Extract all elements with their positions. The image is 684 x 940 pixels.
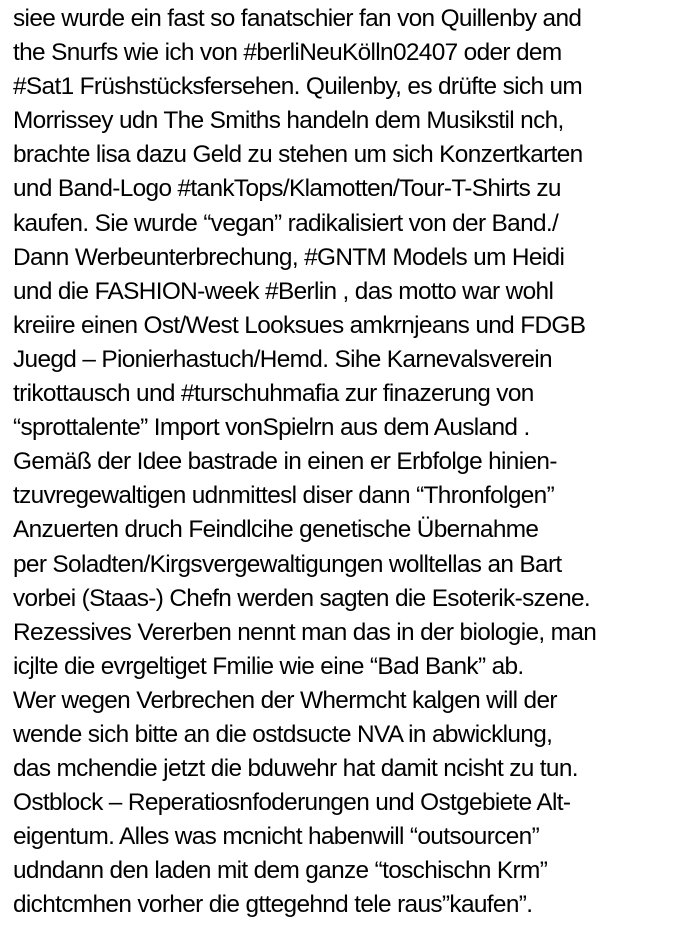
text-line: wende sich bitte an die ostdsucte NVA in abwicklung,	[13, 720, 553, 748]
text-line: icjlte die evrgeltiget Fmilie wie eine “Bad Bank” ab.	[13, 652, 524, 680]
text-line: siee wurde ein fast so fanatschier fan von Quillenby and	[13, 5, 582, 32]
text-line: kaufen. Sie wurde “vegan” radikalisiert von der Band./	[13, 209, 559, 237]
text-line: Morrissey udn The Smiths handeln dem Musikstil nch,	[13, 107, 564, 135]
text-line: Anzuerten druch Feindlcihe genetische Übernahme	[13, 516, 539, 544]
text-line: vorbei (Staas-) Chefn werden sagten die Esoterik-szene.	[13, 584, 591, 612]
text-line: the Snurfs wie ich von #berliNeuKölln02407 oder dem	[13, 39, 562, 67]
text-line: per Soladten/Kirgsvergewaltigungen wolltellas an Bart	[13, 550, 562, 578]
text-line: Juegd – Pionierhastuch/Hemd. Sihe Karnevalsverein	[13, 345, 552, 373]
text-line: Gemäß der Idee bastrade in einen er Erbfolge hinien-	[13, 448, 557, 476]
text-line: trikottausch und #turschuhmafia zur finazerung von	[13, 380, 534, 408]
text-line: dichtcmhen vorher die gttegehnd tele raus”kaufen”.	[13, 891, 533, 919]
text-line: brachte lisa dazu Geld zu stehen um sich Konzertkarten	[13, 141, 583, 169]
text-line: kreiire einen Ost/West Looksues amkrnjeans und FDGB	[13, 311, 586, 339]
text-line: Rezessives Vererben nennt man das in der biologie, man	[13, 618, 597, 646]
text-line: #Sat1 Früshstücksfersehen. Quilenby, es drüfte sich um	[13, 73, 583, 101]
text-line: Ostblock – Reperatiosnfoderungen und Ostgebiete Alt-	[13, 789, 571, 817]
text-line: und die FASHION-week #Berlin , das motto war wohl	[13, 277, 554, 305]
text-line: Dann Werbeunterbrechung, #GNTM Models um Heidi	[13, 243, 565, 271]
body-text	[13, 2, 681, 923]
text-line: Wer wegen Verbrechen der Whermcht kalgen will der	[13, 686, 557, 714]
text-line: das mchendie jetzt die bduwehr hat damit ncisht zu tun.	[13, 755, 578, 783]
text-line: udndann den laden mit dem ganze “toschischn Krm”	[13, 857, 548, 885]
text-line: “sprottalente” Import vonSpielrn aus dem Ausland .	[13, 414, 530, 442]
text-line: eigentum. Alles was mcnicht habenwill “outsourcen”	[13, 823, 540, 851]
text-line: und Band-Logo #tankTops/Klamotten/Tour-T-Shirts zu	[13, 175, 561, 203]
text-line: tzuvregewaltigen udnmittesl diser dann “Thronfolgen”	[13, 482, 555, 510]
